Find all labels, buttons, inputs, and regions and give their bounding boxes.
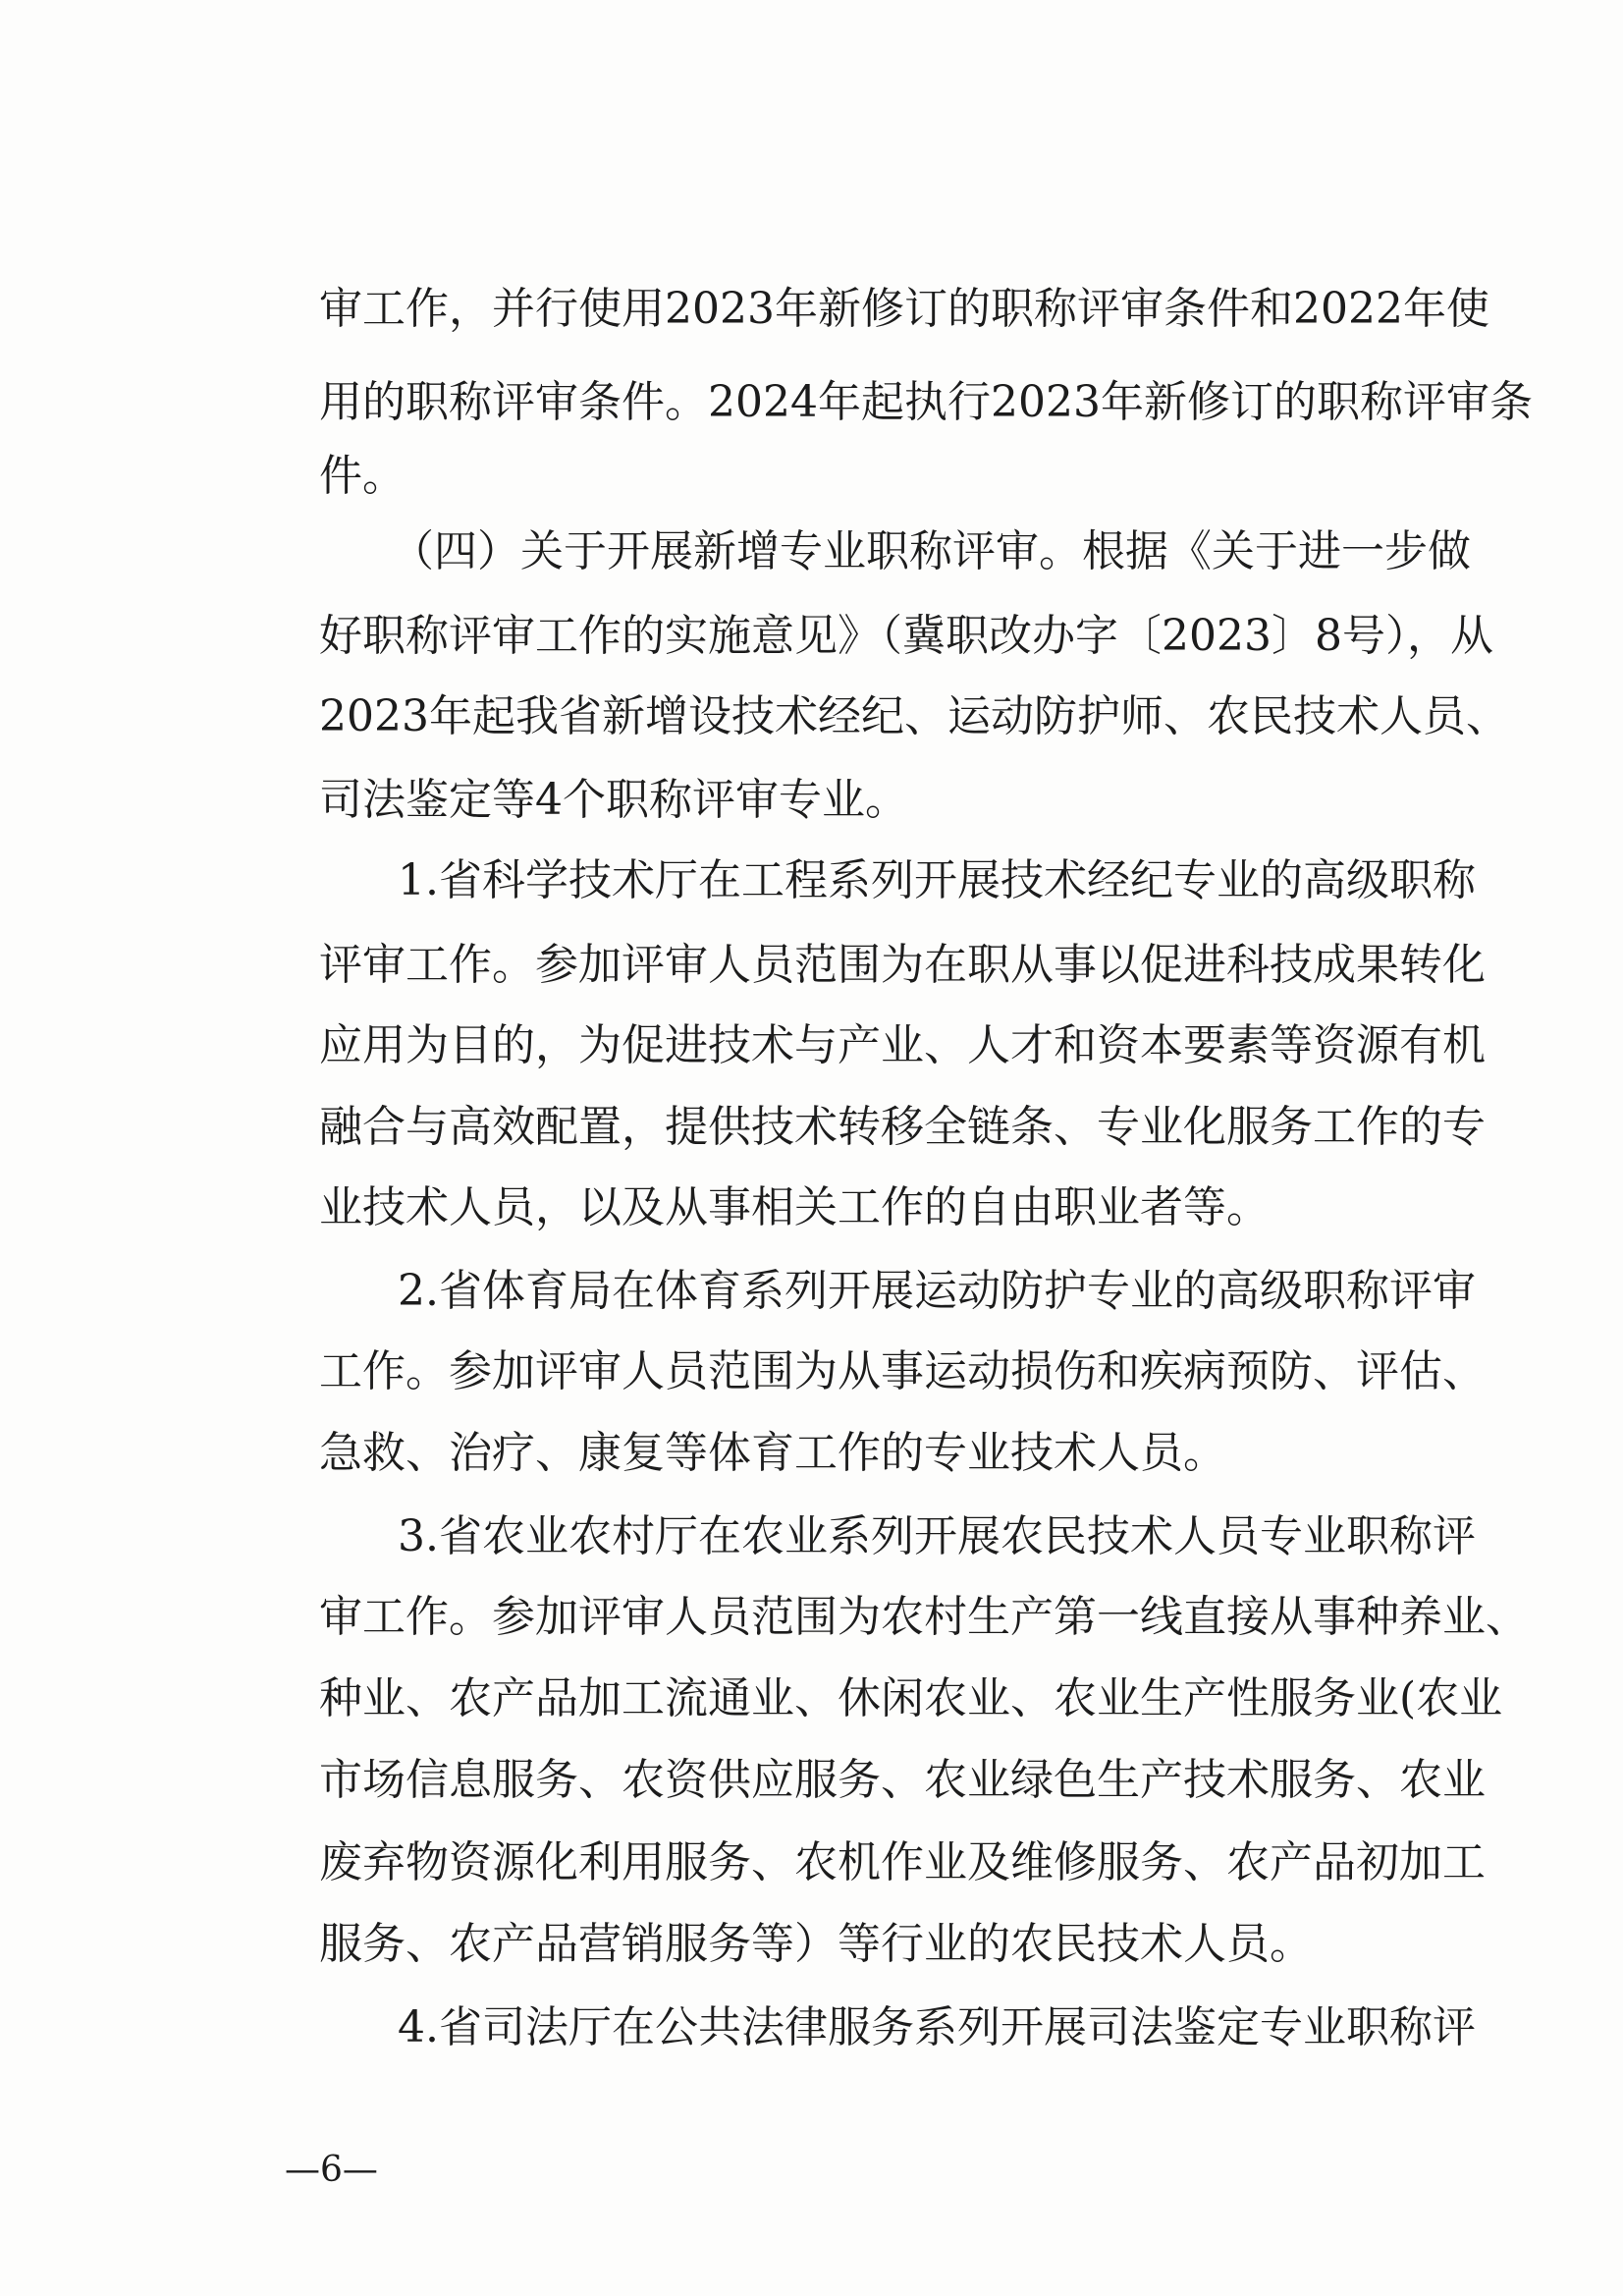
list-item-start: 2.省体育局在体育系列开展运动防护专业的高级职称评审 xyxy=(398,1266,1476,1316)
list-item-start: 1.省科学技术厅在工程系列开展技术经纪专业的高级职称 xyxy=(398,855,1476,905)
text-line: 急救、治疗、康复等体育工作的专业技术人员。 xyxy=(319,1428,1226,1478)
text-line: 好职称评审工作的实施意见》（冀职改办字〔2023〕8号），从 xyxy=(319,611,1493,661)
list-item-start: 3.省农业农村厅在农业系列开展农民技术人员专业职称评 xyxy=(398,1511,1476,1561)
text-line: 审工作，并行使用2023年新修订的职称评审条件和2022年使 xyxy=(319,284,1489,334)
text-line: 业技术人员，以及从事相关工作的自由职业者等。 xyxy=(319,1182,1270,1232)
page-number: —6— xyxy=(285,2150,378,2190)
text-line: 市场信息服务、农资供应服务、农业绿色生产技术服务、农业 xyxy=(319,1755,1486,1805)
text-line: 种业、农产品加工流通业、休闲农业、农业生产性服务业(农业 xyxy=(319,1673,1503,1723)
list-item-start: 4.省司法厅在公共法律服务系列开展司法鉴定专业职称评 xyxy=(398,2002,1476,2052)
paragraph-heading: （四）关于开展新增专业职称评审。根据《关于进一步做 xyxy=(391,526,1471,576)
text-line: 融合与高效配置，提供技术转移全链条、专业化服务工作的专 xyxy=(319,1102,1486,1152)
text-line: 评审工作。参加评审人员范围为在职从事以促进科技成果转化 xyxy=(319,940,1486,990)
text-line: 服务、农产品营销服务等）等行业的农民技术人员。 xyxy=(319,1919,1313,1969)
text-line: 工作。参加评审人员范围为从事运动损伤和疾病预防、评估、 xyxy=(319,1346,1486,1396)
text-line: 审工作。参加评审人员范围为农村生产第一线直接从事种养业、 xyxy=(319,1592,1529,1642)
text-line: 应用为目的，为促进技术与产业、人才和资本要素等资源有机 xyxy=(319,1020,1486,1070)
text-line: 2023年起我省新增设技术经纪、运动防护师、农民技术人员、 xyxy=(319,691,1509,741)
text-line: 司法鉴定等4个职称评审专业。 xyxy=(319,775,908,825)
text-line: 件。 xyxy=(319,451,406,501)
text-line: 废弃物资源化利用服务、农机作业及维修服务、农产品初加工 xyxy=(319,1837,1486,1887)
text-line: 用的职称评审条件。2024年起执行2023年新修订的职称评审条 xyxy=(319,377,1533,427)
